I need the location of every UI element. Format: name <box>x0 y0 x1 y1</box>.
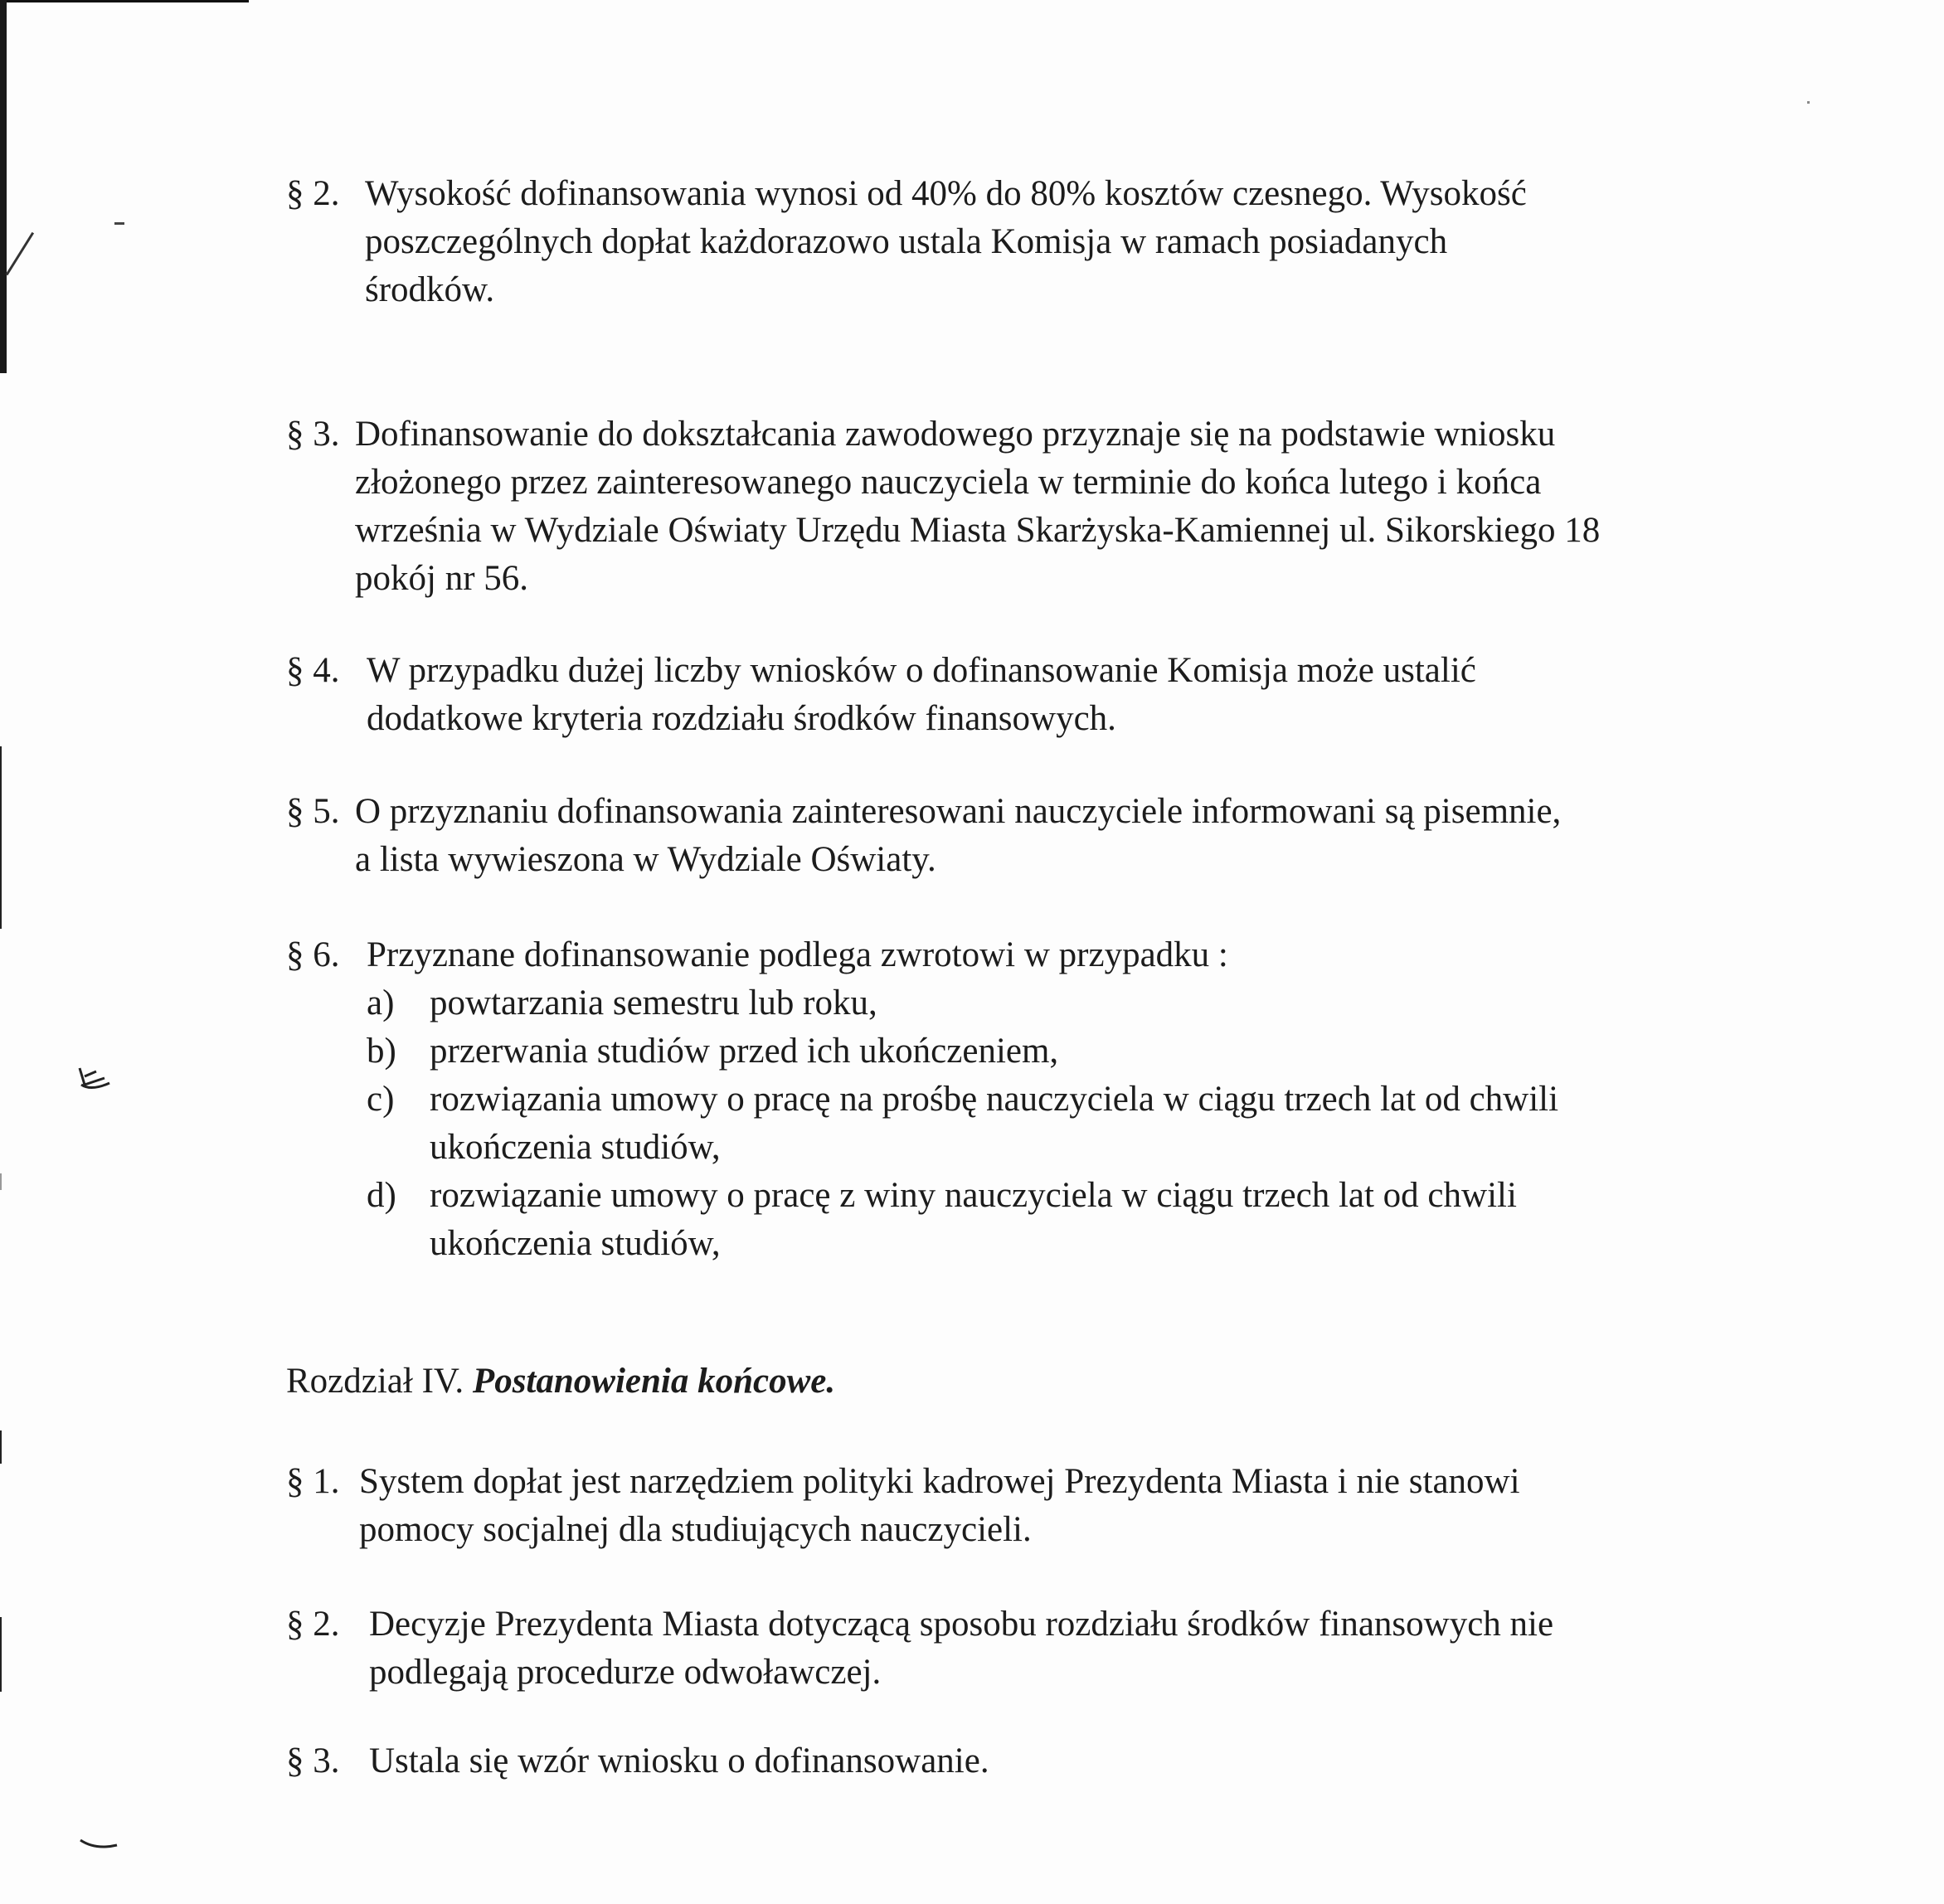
text-line: W przypadku dużej liczby wniosków o dofinansowanie Komisja może ustalić <box>367 651 1476 690</box>
list-label: c) <box>367 1080 395 1119</box>
text-line: a lista wywieszona w Wydziale Oświaty. <box>355 840 936 879</box>
text-line: O przyznaniu dofinansowania zainteresowani nauczyciele informowani są pisemnie, <box>355 792 1562 831</box>
list-item-d <box>367 1172 396 1220</box>
section-4-text <box>367 647 1476 743</box>
chapter-heading <box>286 1358 835 1406</box>
scan-margin-line <box>0 1617 2 1692</box>
list-item-b-text <box>430 1027 1058 1076</box>
paragraph-number: § 2. <box>286 174 340 213</box>
scan-margin-dot <box>0 1173 2 1190</box>
list-item-c <box>367 1076 394 1124</box>
scan-edge-left <box>0 0 7 373</box>
handwritten-mark <box>73 1063 114 1096</box>
paragraph-number: § 4. <box>286 651 340 690</box>
text-line: rozwiązanie umowy o pracę z winy nauczyciela w ciągu trzech lat od chwili <box>430 1176 1517 1215</box>
paragraph-number: § 3. <box>286 415 340 454</box>
list-label: a) <box>367 984 395 1022</box>
section-3-text <box>355 410 1600 603</box>
text-line: września w Wydziale Oświaty Urzędu Miasta Skarżyska-Kamiennej ul. Sikorskiego 18 <box>355 511 1601 550</box>
section-5-number <box>286 788 340 836</box>
section-6-number <box>286 931 340 979</box>
paragraph-number: § 5. <box>286 792 340 831</box>
handwritten-curve <box>79 1837 120 1853</box>
text-line: Decyzje Prezydenta Miasta dotyczącą sposobu rozdziału środków finansowych nie <box>369 1605 1554 1644</box>
scan-margin-line <box>0 746 2 929</box>
final-section-2-text <box>369 1600 1553 1697</box>
text-line: podlegają procedurze odwoławczej. <box>369 1653 882 1692</box>
final-section-3-number <box>286 1737 340 1785</box>
list-item-a-text <box>430 979 877 1027</box>
text-line: poszczególnych dopłat każdorazowo ustala Komisja w ramach posiadanych <box>365 222 1448 261</box>
text-line: dodatkowe kryteria rozdziału środków finansowych. <box>367 699 1116 738</box>
list-label: d) <box>367 1176 396 1215</box>
text-line: pokój nr 56. <box>355 559 529 598</box>
final-section-3-text <box>369 1737 989 1785</box>
list-item-c-text <box>430 1076 1558 1172</box>
final-section-1-number <box>286 1458 340 1506</box>
text-line: pomocy socjalnej dla studiujących nauczycieli. <box>359 1510 1032 1549</box>
section-2-text <box>365 170 1527 314</box>
text-line: ukończenia studiów, <box>430 1128 721 1167</box>
scan-margin-line <box>0 1430 2 1464</box>
text-line: Przyznane dofinansowanie podlega zwrotowi w przypadku : <box>367 935 1228 974</box>
scan-dash-mark <box>114 222 124 225</box>
text-line: Wysokość dofinansowania wynosi od 40% do 80% kosztów czesnego. Wysokość <box>365 174 1527 213</box>
paragraph-number: § 2. <box>286 1605 340 1644</box>
paragraph-number: § 6. <box>286 935 340 974</box>
scan-dot <box>1807 101 1810 104</box>
text-line: powtarzania semestru lub roku, <box>430 984 877 1022</box>
section-3-number <box>286 410 340 459</box>
final-section-2-number <box>286 1600 340 1649</box>
list-item-b <box>367 1027 396 1076</box>
text-line: ukończenia studiów, <box>430 1224 721 1263</box>
chapter-prefix: Rozdział IV. <box>286 1362 464 1401</box>
list-item-d-text <box>430 1172 1517 1268</box>
list-item-a <box>367 979 394 1027</box>
text-line: rozwiązania umowy o pracę na prośbę nauczyciela w ciągu trzech lat od chwili <box>430 1080 1559 1119</box>
text-line: Ustala się wzór wniosku o dofinansowanie. <box>369 1741 989 1780</box>
text-line: przerwania studiów przed ich ukończeniem, <box>430 1032 1059 1071</box>
paragraph-number: § 1. <box>286 1462 340 1501</box>
section-5-text <box>355 788 1561 884</box>
final-section-1-text <box>359 1458 1520 1554</box>
section-6-intro <box>367 931 1228 979</box>
text-line: środków. <box>365 270 495 309</box>
section-2-number <box>286 170 340 218</box>
scan-slash-mark <box>6 232 34 275</box>
scan-edge-top <box>0 0 249 2</box>
list-label: b) <box>367 1032 396 1071</box>
text-line: Dofinansowanie do dokształcania zawodowego przyznaje się na podstawie wniosku <box>355 415 1556 454</box>
text-line: złożonego przez zainteresowanego nauczyciela w terminie do końca lutego i końca <box>355 463 1542 502</box>
section-4-number <box>286 647 340 695</box>
text-line: System dopłat jest narzędziem polityki kadrowej Prezydenta Miasta i nie stanowi <box>359 1462 1520 1501</box>
paragraph-number: § 3. <box>286 1741 340 1780</box>
chapter-title: Postanowienia końcowe. <box>472 1362 836 1401</box>
